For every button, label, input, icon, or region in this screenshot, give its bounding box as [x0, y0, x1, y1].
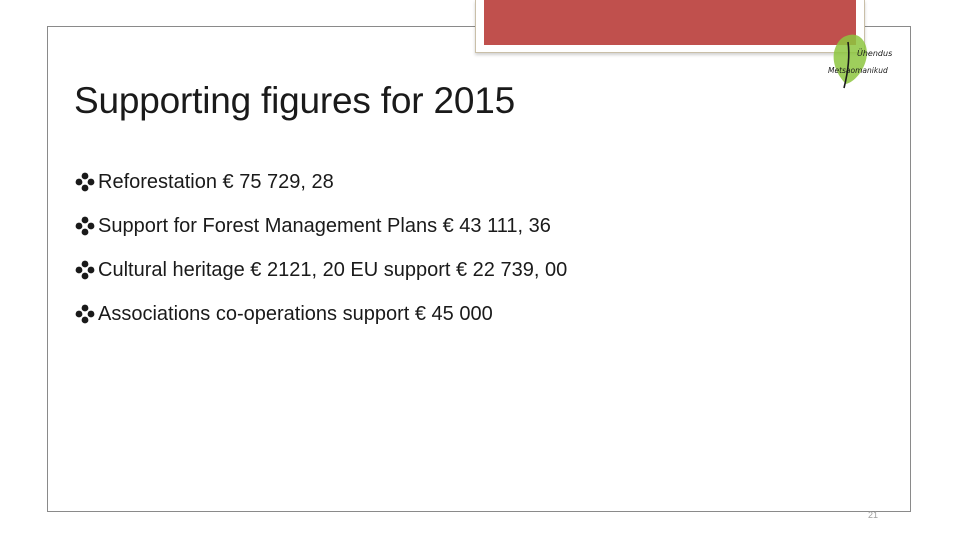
- bullet-item: [74, 160, 567, 204]
- bullet-text: Reforestation € 75 729, 28: [98, 170, 334, 193]
- bullet-list: [74, 160, 567, 336]
- header-tab: [475, 0, 865, 53]
- logo-text-bottom: Metsaomanikud: [828, 66, 888, 75]
- slide-title: Supporting figures for 2015: [74, 80, 515, 121]
- bullet-item: [74, 248, 567, 292]
- organization-logo: [826, 32, 900, 90]
- diamond-bullet-icon: [74, 171, 96, 193]
- bullet-item: [74, 204, 567, 248]
- header-tab-accent: [484, 0, 856, 45]
- bullet-text: Support for Forest Management Plans € 43 111, 36: [98, 214, 551, 237]
- diamond-bullet-icon: [74, 303, 96, 325]
- bullet-text: Cultural heritage € 2121, 20 EU support € 22 739, 00: [98, 258, 568, 281]
- leaf-logo-icon: [826, 32, 900, 90]
- bullet-text: Associations co-operations support € 45 000: [98, 302, 493, 325]
- bullet-item: [74, 292, 567, 336]
- diamond-bullet-icon: [74, 215, 96, 237]
- diamond-bullet-icon: [74, 259, 96, 281]
- page-number: 21: [868, 510, 879, 520]
- logo-text-top: Ühendus: [857, 49, 893, 58]
